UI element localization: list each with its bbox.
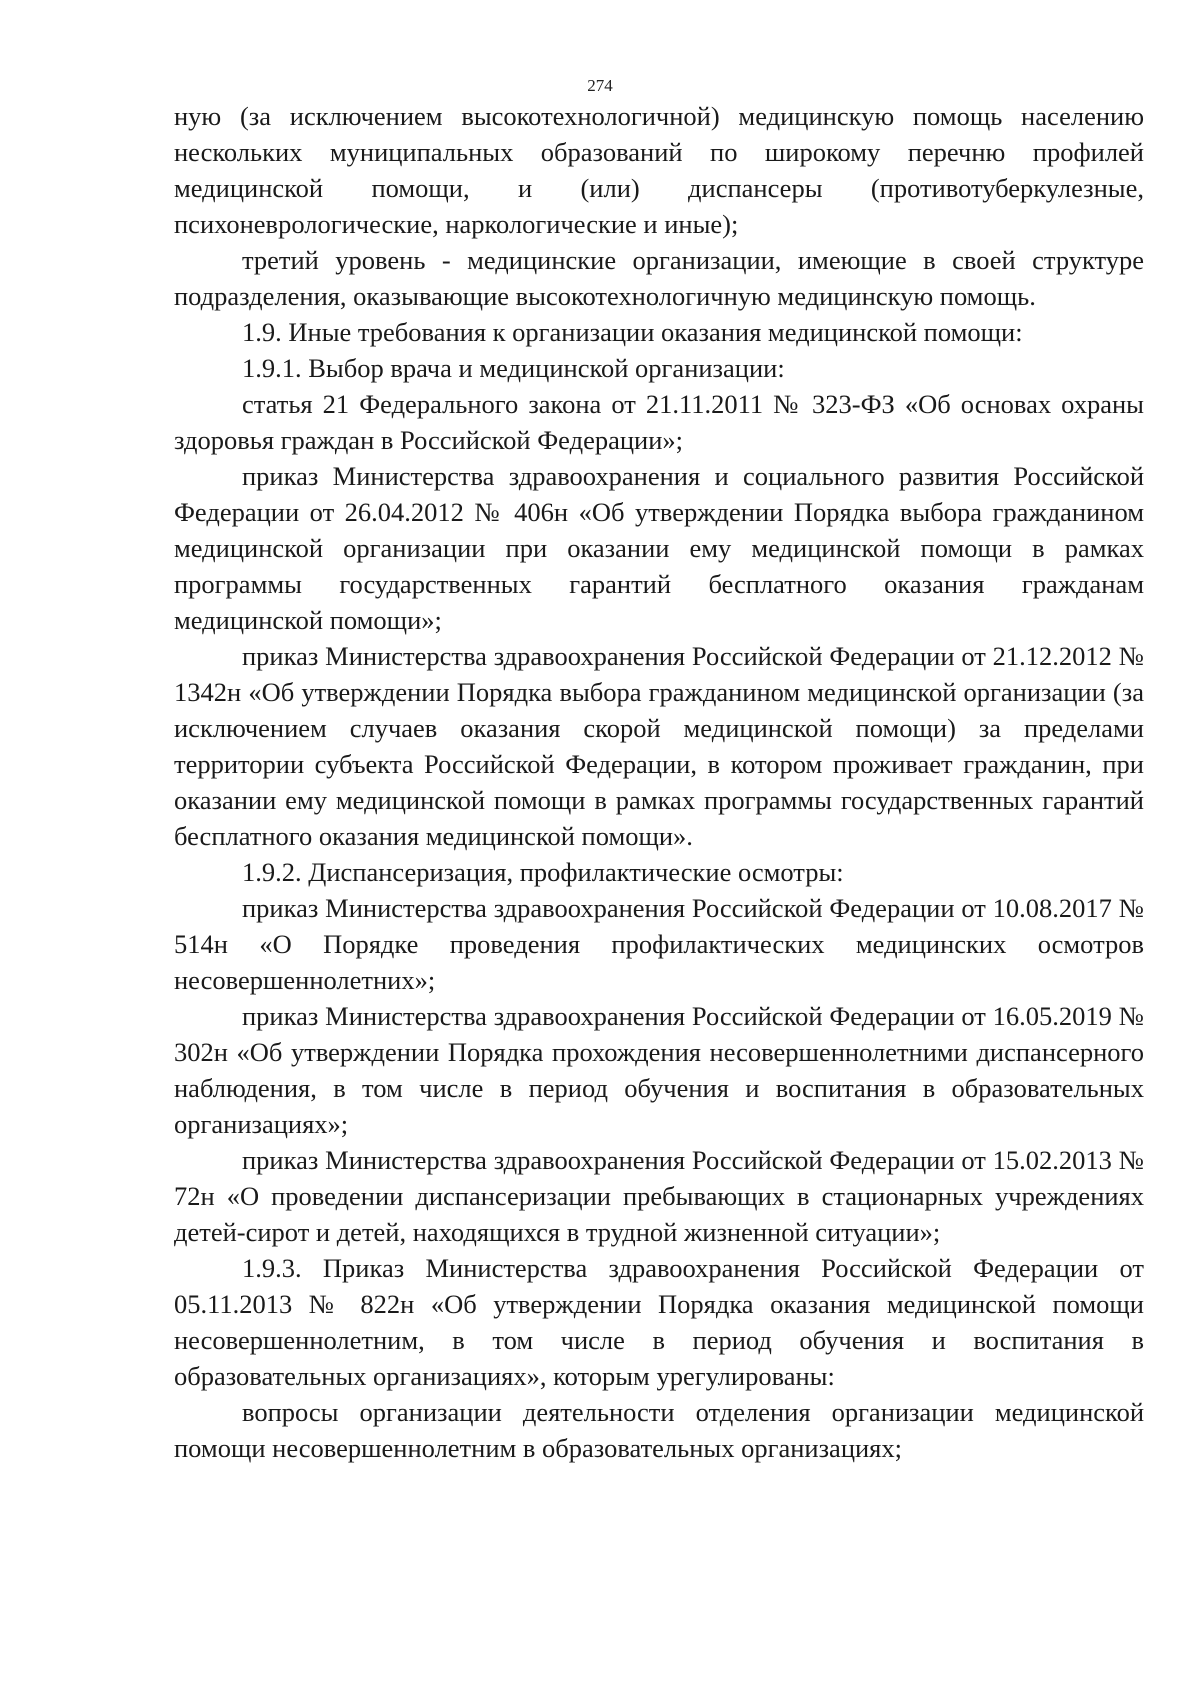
paragraph: приказ Министерства здравоохранения Российской Федерации от 16.05.2019 № 302н «Об утверждении Порядка прохождения несовершеннолетними диспансерного наблюдения, в том числе в период обучения и воспитания в образовательных организациях»; bbox=[174, 1001, 1144, 1139]
paragraph: приказ Министерства здравоохранения и социального развития Российской Федерации от 26.04.2012 № 406н «Об утверждении Порядка выбора гражданином медицинской организации при оказании ему медицинской помощи в рамках программы государственных гарантий бесплатного оказания гражданам медицинской помощи»; bbox=[174, 461, 1144, 635]
paragraph: 1.9.2. Диспансеризация, профилактические осмотры: bbox=[242, 857, 844, 887]
paragraph: приказ Министерства здравоохранения Российской Федерации от 21.12.2012 № 1342н «Об утверждении Порядка выбора гражданином медицинской организации (за исключением случаев оказания скорой медицинской помощи) за пределами территории субъекта Российской Федерации, в котором проживает гражданин, при оказании ему медицинской помощи в рамках программы государственных гарантий бесплатного оказания медицинской помощи». bbox=[174, 641, 1144, 851]
paragraph: 1.9.1. Выбор врача и медицинской организации: bbox=[242, 353, 785, 383]
paragraph: 1.9.3. Приказ Министерства здравоохранения Российской Федерации от 05.11.2013 № 822н «Об утверждении Порядка оказания медицинской помощи несовершеннолетним, в том числе в период обучения и воспитания в образовательных организациях», которым урегулированы: bbox=[174, 1253, 1144, 1391]
paragraph: приказ Министерства здравоохранения Российской Федерации от 15.02.2013 № 72н «О проведении диспансеризации пребывающих в стационарных учреждениях детей-сирот и детей, находящихся в трудной жизненной ситуации»; bbox=[174, 1145, 1144, 1247]
page-number: 274 bbox=[587, 76, 613, 95]
paragraph: третий уровень - медицинские организации, имеющие в своей структуре подразделения, оказывающие высокотехнологичную медицинскую помощь. bbox=[174, 245, 1144, 311]
document-body bbox=[174, 98, 1144, 1466]
paragraph: ную (за исключением высокотехнологичной) медицинскую помощь населению нескольких муниципальных образований по широкому перечню профилей медицинской помощи, и (или) диспансеры (противотуберкулезные, психоневрологические, наркологические и иные); bbox=[174, 101, 1144, 239]
paragraph: статья 21 Федерального закона от 21.11.2011 № 323-ФЗ «Об основах охраны здоровья граждан в Российской Федерации»; bbox=[174, 389, 1144, 455]
paragraph: вопросы организации деятельности отделения организации медицинской помощи несовершеннолетним в образовательных организациях; bbox=[174, 1397, 1144, 1463]
paragraph: 1.9. Иные требования к организации оказания медицинской помощи: bbox=[242, 317, 1023, 347]
paragraph: приказ Министерства здравоохранения Российской Федерации от 10.08.2017 № 514н «О Порядке проведения профилактических медицинских осмотров несовершеннолетних»; bbox=[174, 893, 1144, 995]
